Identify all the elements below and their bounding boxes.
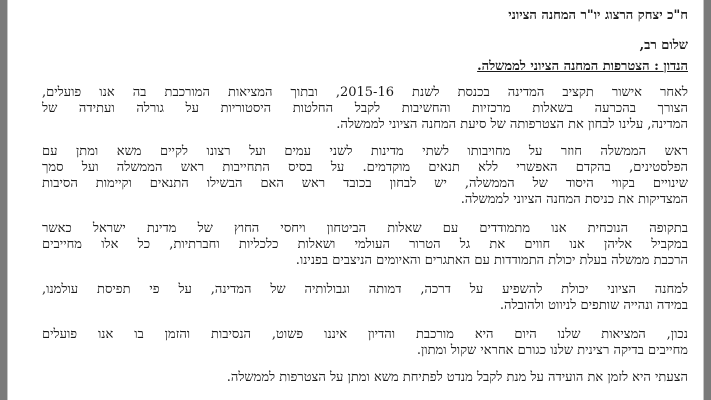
paragraph-5-line-1: נכון, המציאות שלנו היום היא מורכבת והדיון איננו פשוט, הנסיבות והזמן בו אנו פועלים [42, 327, 688, 342]
paragraph-6-line-1: הצעתי היא לזמן את הועידה על מנת לקבל מנדט לפתיחת משא ומתן על הצטרפות לממשלה. [226, 370, 688, 385]
paragraph-2-line-3: שינויים בקווי היסוד של הממשלה, יש לבחון בכובד ראש האם הבשילו התנאים וקיימות הסיבות [42, 176, 688, 191]
subject-line: הנדון : הצטרפות המחנה הציוני לממשלה. [477, 59, 688, 74]
paragraph-2-line-2: הפלסטינים, בהקדם האפשרי ללא תנאים מוקדמים. על בסיס התחייבות ראש הממשלה ועל סמך [42, 160, 688, 175]
paragraph-5-line-2: מחייבים בדיקה רצינית שלנו כגורם אחראי שקול ומתון. [416, 343, 688, 358]
left-frame-border [0, 0, 7, 400]
paragraph-1-line-3: המדינה, עלינו לבחון את הצטרפותה של סיעת המחנה הציוני לממשלה. [336, 117, 688, 132]
recipient-line: ח"כ יצחק הרצוג יו"ר המחנה הציוני [508, 8, 688, 23]
paragraph-4-line-2: במידה ונהייה שותפים לניווט ולהובלה. [499, 298, 688, 313]
paragraph-2-line-4: המצדיקות את כניסת המחנה הציוני לממשלה. [460, 192, 688, 207]
paragraph-3-line-3: הרכבת ממשלה בעלת יכולת התמודדות עם האתגרים והאיומים הניצבים בפנינו. [295, 253, 688, 268]
paragraph-3-line-1: בתקופה הנוכחית אנו מתמודדים עם שאלות הביטחון ויחסי החוץ של מדינת ישראל כאשר [42, 221, 688, 236]
paragraph-1-line-2: הצורך בהכרעה בשאלות מרכזיות והחשיבות לקבל החלטות היסטוריות על גורלה ועתידה של [42, 101, 688, 116]
paragraph-1-line-1: לאחר אישור תקציב המדינה בכנסת לשנת 2015-16, ובתוך המציאות המורכבת בה אנו פועלים, [42, 85, 688, 100]
paragraph-3-line-2: במקביל אליהן אנו חווים את גל הטרור העולמי ושאלות כלכליות וחברתיות, כל אלו מחייבים [42, 237, 688, 252]
paragraph-2-line-1: ראש הממשלה חוזר על מחויבותו לשתי מדינות לשני עמים ועל רצונו לקיים משא ומתן עם [42, 144, 688, 159]
right-frame-border [704, 0, 711, 400]
paragraph-4-line-1: למחנה הציוני יכולת להשפיע על דרכה, דמותה וגבולותיה של המדינה, על פי תפיסת עולמנו, [42, 282, 688, 297]
greeting-line: שלום רב, [639, 38, 688, 53]
